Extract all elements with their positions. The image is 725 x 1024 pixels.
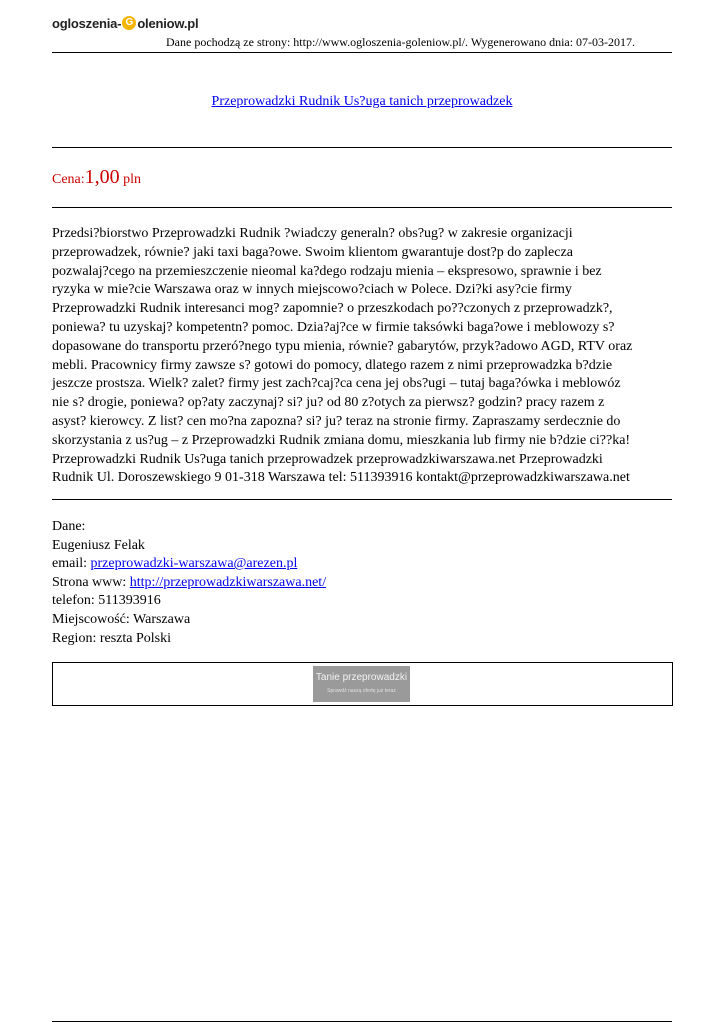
contact-region-row: [52, 630, 326, 649]
price-divider: [52, 207, 672, 208]
title-divider: [52, 147, 672, 148]
email-link[interactable]: przeprowadzki-warszawa@arezen.pl: [90, 556, 298, 572]
price: [52, 166, 141, 189]
description-line: ryzyka w mie?cie Warszawa oraz w innych miejscowo?ciach w Polece. Dzi?ki asy?cie firmy: [52, 282, 572, 298]
description-line: pozwalaj?cego na przemieszczenie nieomal ka?dego rodzaju mienia – ekspresowo, sprawnie i bez: [52, 263, 602, 279]
description-line: nie s? drogie, poniewa? op?aty zaczynaj? si? ju? od 80 z?otych za pierwsz? godzin? pracy razem z: [52, 395, 605, 411]
region-value: reszta Polski: [99, 630, 171, 646]
source-note: Dane pochodzą ze strony: http://www.ogloszenia-goleniow.pl/. Wygenerowano dnia: 07-03-2017.: [166, 35, 636, 49]
description-line: poniewa? tu uzyskaj? kompetentn? pomoc. Dzia?aj?ce w firmie taksówki baga?owe i meblowozy s?: [52, 319, 615, 335]
description-line: skorzystania z us?ug – z Przeprowadzki Rudnik zmiana domu, mieszkania lub firmy nie b?dzie ci??ka!: [52, 432, 631, 448]
contact-city-row: [52, 611, 326, 630]
image-frame: [52, 662, 673, 706]
description-line: mebli. Pracownicy firmy zawsze s? gotowi do pomocy, dlatego razem z nimi przeprowadzka b?dzie: [52, 357, 613, 373]
website-label: Strona www:: [52, 574, 130, 590]
contact-name: Eugeniusz Felak: [52, 537, 145, 553]
logo-suffix: oleniow.pl: [137, 15, 199, 31]
description-line: Przeprowadzki Rudnik interesanci mog? zapomnie? o przeszkodach po??czonych z przeprowadzk?,: [52, 301, 613, 317]
listing-title-link[interactable]: Przeprowadzki Rudnik Us?uga tanich przeprowadzek: [211, 94, 513, 109]
contact-details: [52, 518, 326, 648]
logo-prefix: ogloszenia-: [52, 15, 122, 31]
region-label: Region:: [52, 630, 100, 646]
city-value: Warszawa: [133, 611, 191, 627]
email-label: email:: [52, 556, 91, 572]
description-line: dopasowane do transportu przeró?nego typu mienia, równie? gabarytów, przyk?adowo AGD, RTV oraz: [52, 338, 633, 354]
banner-title: Tanie przeprowadzki: [315, 672, 408, 683]
logo-g-icon: G: [122, 16, 136, 30]
contact-email-row: [52, 555, 326, 574]
listing-title: [52, 94, 672, 110]
contact-website-row: [52, 574, 326, 593]
price-label: Cena:: [52, 172, 85, 187]
contact-heading: Dane:: [52, 519, 86, 534]
listing-banner-image[interactable]: [313, 666, 410, 702]
description-line: jeszcze prostsza. Wielk? zalet? firmy jest zach?caj?ca cena jej obs?ugi – tutaj baga?ówka i meblowóz: [52, 376, 621, 392]
phone-label: telefon:: [52, 593, 99, 609]
description-divider: [52, 499, 672, 500]
footer-divider: [52, 1021, 672, 1022]
description-line: Przedsi?biorstwo Przeprowadzki Rudnik ?wiadczy generaln? obs?ug? w zakresie organizacji: [52, 226, 573, 241]
price-value: 1,00: [84, 166, 120, 188]
description-line: Przeprowadzki Rudnik Us?uga tanich przeprowadzek przeprowadzkiwarszawa.net Przeprowadzki: [52, 451, 603, 467]
site-logo[interactable]: [52, 12, 198, 34]
city-label: Miejscowość:: [52, 611, 134, 627]
header-divider: [52, 52, 672, 53]
description-line: przeprowadzek, równie? jaki taxi baga?owe. Swoim klientom gwarantuje dost?p do zaplecza: [52, 244, 573, 260]
description-line: Rudnik Ul. Doroszewskiego 9 01-318 Warszawa tel: 511393916 kontakt@przeprowadzkiwarszawa.net: [52, 470, 630, 486]
price-currency: pln: [123, 172, 142, 187]
banner-subtitle: Sprawdź naszą ofertę już teraz: [327, 688, 396, 694]
website-link[interactable]: http://przeprowadzkiwarszawa.net/: [129, 574, 327, 590]
description-line: asyst? kierowcy. Z list? cen mo?na zapozna? si? ju? teraz na stronie firmy. Zapraszamy serdecznie do: [52, 413, 621, 429]
phone-value: 511393916: [98, 593, 161, 609]
listing-description: [52, 225, 672, 488]
contact-phone-row: [52, 592, 326, 611]
